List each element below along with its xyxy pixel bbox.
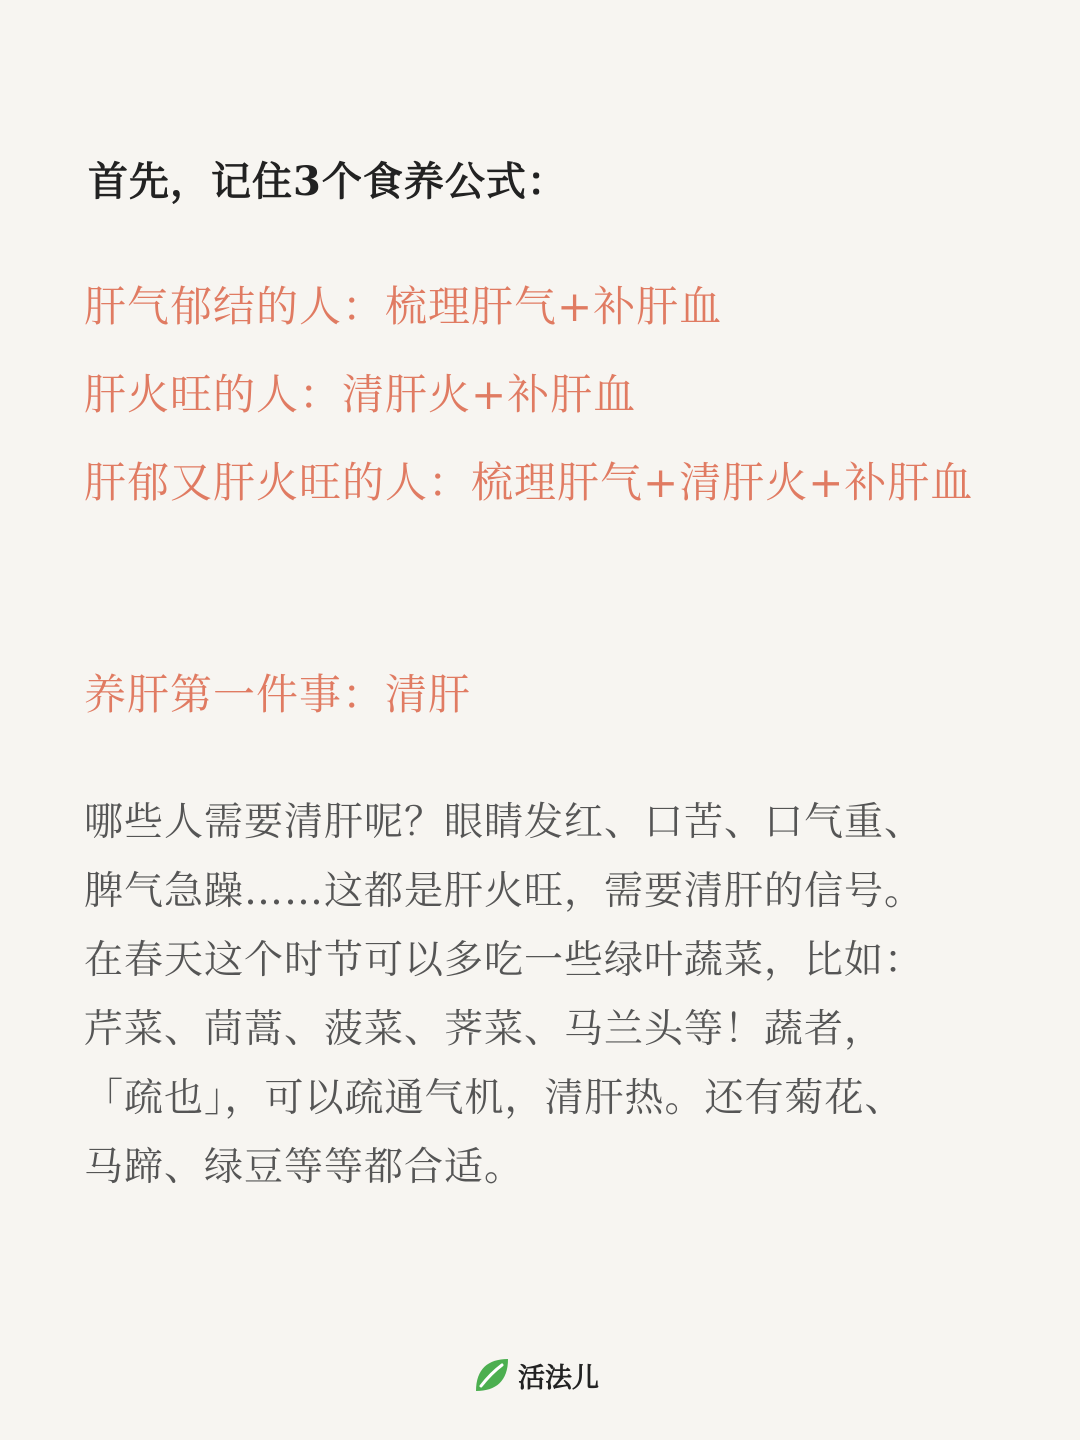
- body-paragraph: [84, 788, 1004, 1202]
- paragraph-line: 哪些人需要清肝呢？眼睛发红、口苦、口气重、: [84, 800, 925, 845]
- section-title: 养肝第一件事：清肝: [84, 670, 472, 719]
- formula-liver-qi-stagnation: 肝气郁结的人：梳理肝气+补肝血: [84, 282, 723, 331]
- formula-stagnation-and-fire: 肝郁又肝火旺的人：梳理肝气+清肝火+补肝血: [84, 458, 974, 507]
- paragraph-line: 芹菜、茼蒿、菠菜、荠菜、马兰头等！蔬者，: [84, 1007, 885, 1052]
- formula-liver-fire: 肝火旺的人：清肝火+补肝血: [84, 370, 637, 419]
- brand-logo: [472, 1355, 599, 1395]
- paragraph-line: 马蹄、绿豆等等都合适。: [84, 1145, 525, 1190]
- page-heading: 首先，记住3个食养公式：: [88, 158, 568, 205]
- leaf-icon: [472, 1355, 512, 1395]
- paragraph-line: 脾气急躁……这都是肝火旺，需要清肝的信号。: [84, 869, 925, 914]
- paragraph-line: 「疏也」，可以疏通气机，清肝热。还有菊花、: [84, 1076, 905, 1121]
- paragraph-line: 在春天这个时节可以多吃一些绿叶蔬菜，比如：: [84, 938, 925, 983]
- brand-name: 活法儿: [518, 1362, 599, 1394]
